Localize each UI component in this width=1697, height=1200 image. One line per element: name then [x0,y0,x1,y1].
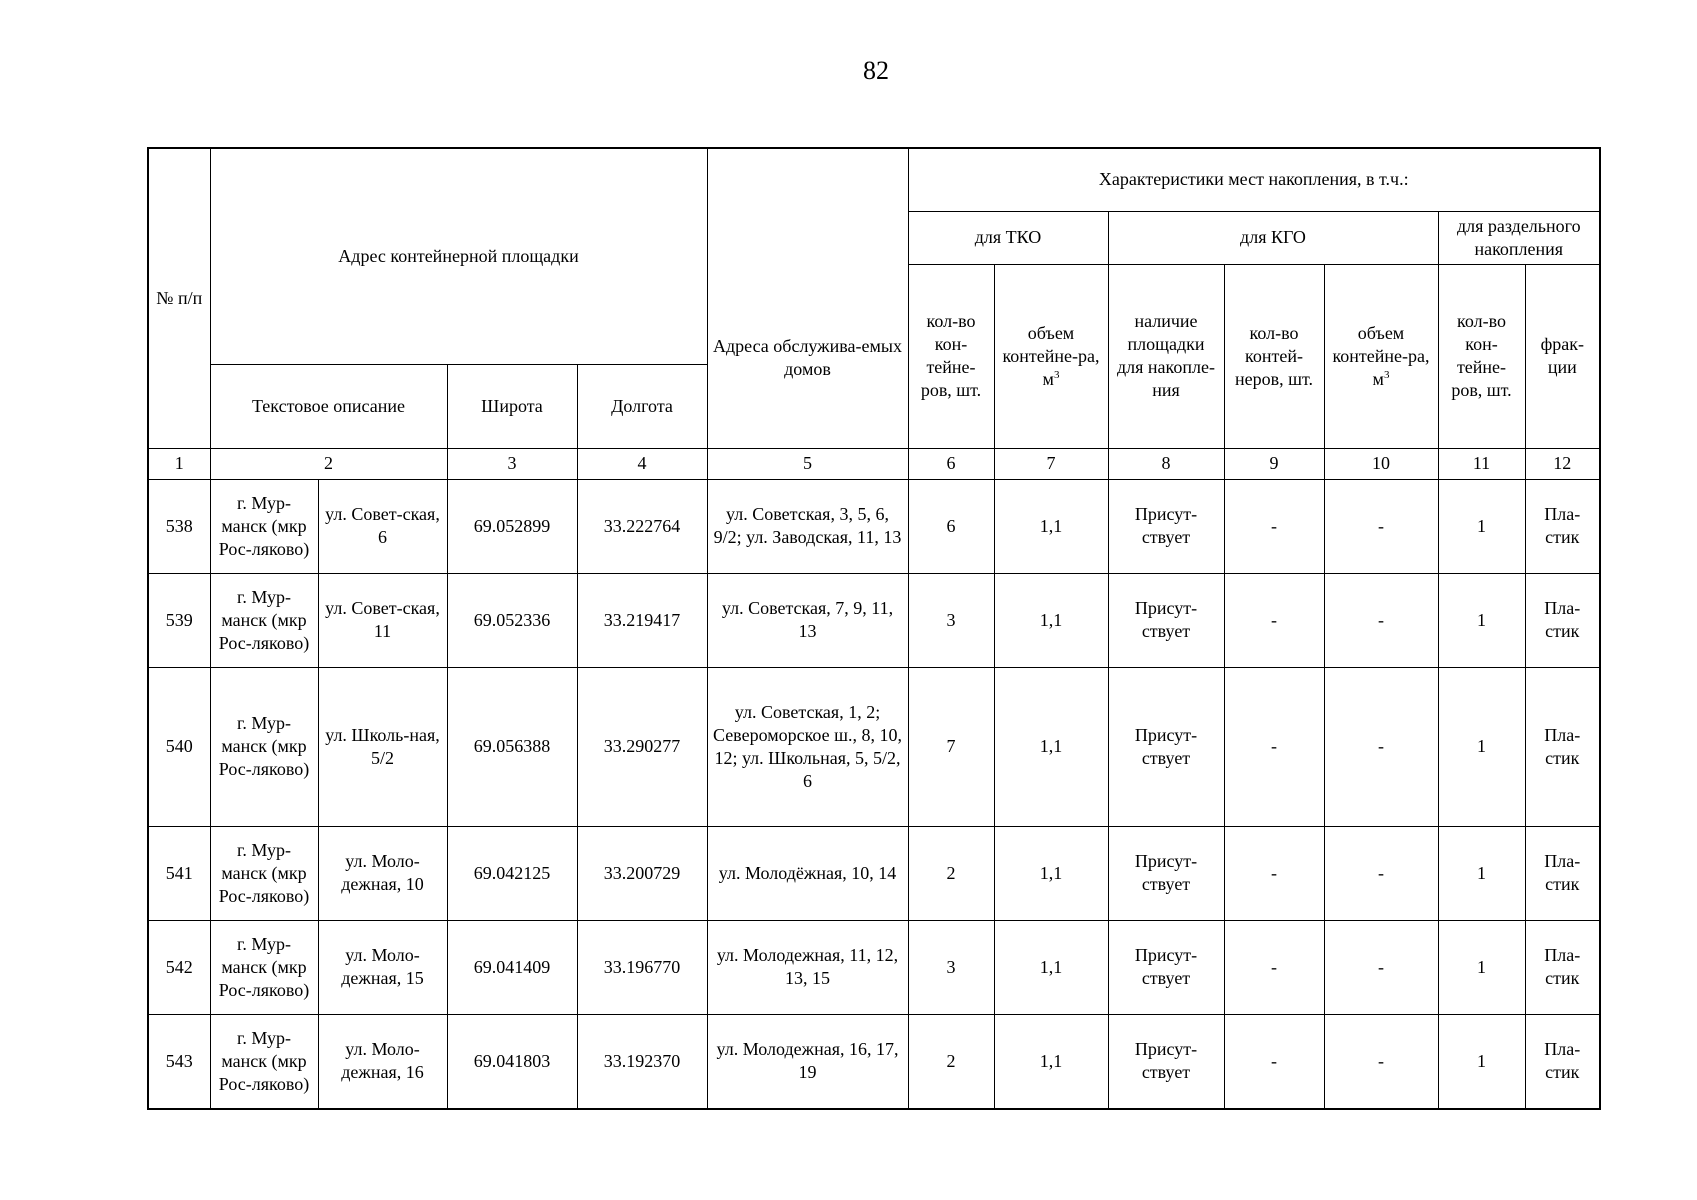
column-number: 3 [447,448,577,479]
row-num: 543 [148,1014,210,1109]
row-city: г. Мур-манск (мкр Рос-ляково) [210,920,318,1014]
row-latitude: 69.042125 [447,826,577,920]
header-sep-fraction: фрак-ции [1525,264,1600,448]
row-kgo-count: - [1224,920,1324,1014]
row-num: 538 [148,479,210,573]
row-tko-volume: 1,1 [994,479,1108,573]
row-sep-fraction: Пла-стик [1525,479,1600,573]
row-tko-volume: 1,1 [994,920,1108,1014]
row-sep-fraction: Пла-стик [1525,667,1600,826]
row-served-houses: ул. Советская, 7, 9, 11, 13 [707,573,908,667]
header-tko-count: кол-во кон-тейне-ров, шт. [908,264,994,448]
header-sep-count: кол-во кон-тейне-ров, шт. [1438,264,1525,448]
row-city: г. Мур-манск (мкр Рос-ляково) [210,1014,318,1109]
header-address: Адрес контейнерной площадки [210,148,707,364]
table-row [148,1014,1600,1109]
header-group-tko: для ТКО [908,211,1108,264]
row-tko-count: 3 [908,573,994,667]
header-kgo-volume: объем контейне-ра, $м^3$ [1324,264,1438,448]
row-kgo-count: - [1224,826,1324,920]
row-tko-count: 2 [908,826,994,920]
container-sites-table [147,147,1601,1110]
table-row [148,667,1600,826]
row-sep-count: 1 [1438,1014,1525,1109]
row-street: ул. Моло-дежная, 15 [318,920,447,1014]
row-latitude: 69.052336 [447,573,577,667]
row-num: 539 [148,573,210,667]
row-kgo-presence: Присут-ствует [1108,573,1224,667]
row-served-houses: ул. Молодёжная, 10, 14 [707,826,908,920]
row-tko-count: 3 [908,920,994,1014]
column-number: 7 [994,448,1108,479]
row-served-houses: ул. Молодежная, 16, 17, 19 [707,1014,908,1109]
row-longitude: 33.192370 [577,1014,707,1109]
row-tko-count: 2 [908,1014,994,1109]
header-group-kgo: для КГО [1108,211,1438,264]
header-text-description: Текстовое описание [210,364,447,448]
header-longitude: Долгота [577,364,707,448]
row-longitude: 33.196770 [577,920,707,1014]
column-number: 11 [1438,448,1525,479]
row-tko-volume: 1,1 [994,573,1108,667]
row-num: 541 [148,826,210,920]
row-latitude: 69.041409 [447,920,577,1014]
row-kgo-presence: Присут-ствует [1108,667,1224,826]
row-kgo-count: - [1224,667,1324,826]
row-kgo-count: - [1224,573,1324,667]
table-row [148,479,1600,573]
table-row [148,920,1600,1014]
row-street: ул. Моло-дежная, 10 [318,826,447,920]
column-number: 6 [908,448,994,479]
header-latitude: Широта [447,364,577,448]
column-number: 10 [1324,448,1438,479]
row-num: 540 [148,667,210,826]
row-tko-volume: 1,1 [994,826,1108,920]
row-served-houses: ул. Советская, 3, 5, 6, 9/2; ул. Заводская, 11, 13 [707,479,908,573]
row-city: г. Мур-манск (мкр Рос-ляково) [210,667,318,826]
row-sep-fraction: Пла-стик [1525,920,1600,1014]
row-kgo-presence: Присут-ствует [1108,1014,1224,1109]
column-number: 12 [1525,448,1600,479]
row-kgo-presence: Присут-ствует [1108,479,1224,573]
row-tko-volume: 1,1 [994,1014,1108,1109]
row-kgo-count: - [1224,479,1324,573]
row-sep-count: 1 [1438,573,1525,667]
row-longitude: 33.222764 [577,479,707,573]
header-num: № п/п [148,148,210,448]
row-tko-volume: 1,1 [994,667,1108,826]
header-served-houses: Адреса обслужива-емых домов [707,148,908,448]
row-kgo-volume: - [1324,667,1438,826]
row-longitude: 33.290277 [577,667,707,826]
row-longitude: 33.200729 [577,826,707,920]
header-tko-volume: объем контейне-ра, $м^3$ [994,264,1108,448]
row-sep-count: 1 [1438,920,1525,1014]
row-latitude: 69.041803 [447,1014,577,1109]
table-row [148,826,1600,920]
row-kgo-volume: - [1324,1014,1438,1109]
row-street: ул. Совет-ская, 11 [318,573,447,667]
row-kgo-volume: - [1324,826,1438,920]
table-row [148,573,1600,667]
header-kgo-presence: наличие площадки для накопле-ния [1108,264,1224,448]
row-num: 542 [148,920,210,1014]
row-street: ул. Совет-ская, 6 [318,479,447,573]
column-number: 2 [210,448,447,479]
row-kgo-volume: - [1324,573,1438,667]
row-latitude: 69.056388 [447,667,577,826]
row-sep-count: 1 [1438,826,1525,920]
column-number: 5 [707,448,908,479]
header-group-separate: для раздельного накопления [1438,211,1600,264]
row-longitude: 33.219417 [577,573,707,667]
row-kgo-volume: - [1324,920,1438,1014]
page-number: 82 [863,56,889,85]
column-number: 9 [1224,448,1324,479]
header-kgo-count: кол-во контей-неров, шт. [1224,264,1324,448]
row-tko-count: 6 [908,479,994,573]
row-sep-fraction: Пла-стик [1525,573,1600,667]
column-number: 8 [1108,448,1224,479]
row-sep-fraction: Пла-стик [1525,826,1600,920]
row-tko-count: 7 [908,667,994,826]
row-served-houses: ул. Советская, 1, 2; Североморское ш., 8, 10, 12; ул. Школьная, 5, 5/2, 6 [707,667,908,826]
row-city: г. Мур-манск (мкр Рос-ляково) [210,479,318,573]
row-served-houses: ул. Молодежная, 11, 12, 13, 15 [707,920,908,1014]
column-number: 4 [577,448,707,479]
row-city: г. Мур-манск (мкр Рос-ляково) [210,573,318,667]
row-street: ул. Моло-дежная, 16 [318,1014,447,1109]
row-kgo-presence: Присут-ствует [1108,920,1224,1014]
row-sep-count: 1 [1438,667,1525,826]
row-street: ул. Школь-ная, 5/2 [318,667,447,826]
row-kgo-presence: Присут-ствует [1108,826,1224,920]
row-latitude: 69.052899 [447,479,577,573]
row-city: г. Мур-манск (мкр Рос-ляково) [210,826,318,920]
header-characteristics: Характеристики мест накопления, в т.ч.: [908,148,1600,211]
row-sep-count: 1 [1438,479,1525,573]
column-number-row [148,448,1600,479]
row-sep-fraction: Пла-стик [1525,1014,1600,1109]
row-kgo-count: - [1224,1014,1324,1109]
column-number: 1 [148,448,210,479]
row-kgo-volume: - [1324,479,1438,573]
